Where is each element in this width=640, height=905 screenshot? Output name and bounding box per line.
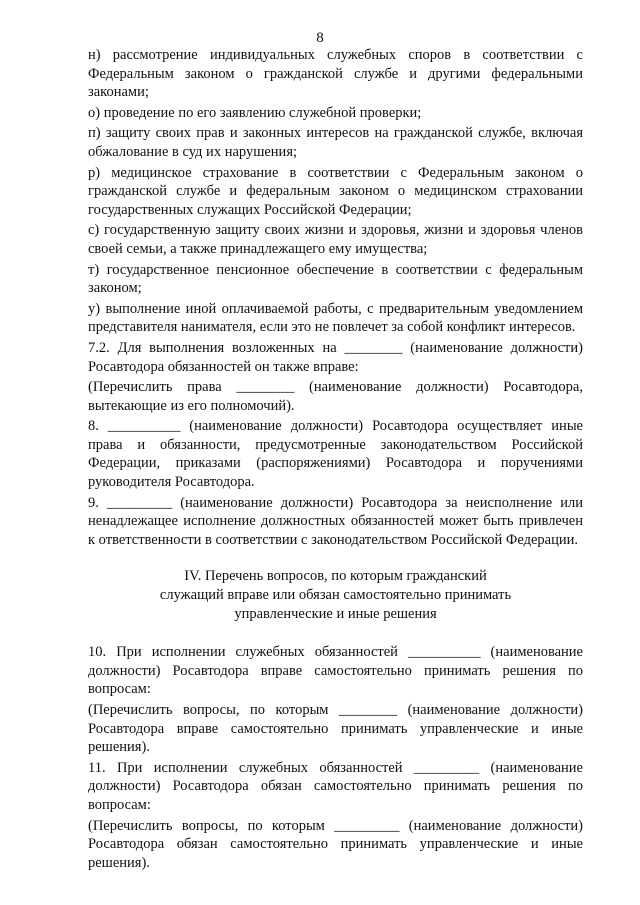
section-heading-iv — [88, 567, 583, 623]
heading-line-3: управленческие и иные решения — [234, 605, 437, 622]
paragraph-11: 11. При исполнении служебных обязанностей _________ (наименование должности) Росавтодора обязан самостоятельно принимать решения по вопросам: — [88, 759, 583, 813]
paragraph-list-questions-may: (Перечислить вопросы, по которым ________ (наименование должности) Росавтодора вправе самостоятельно принимать управленческие и иные решения). — [88, 702, 583, 756]
paragraph-8: 8. __________ (наименование должности) Росавтодора осуществляет иные права и обязанности, предусмотренные законодательством Российской Федерации, приказами (распоряжениями) Росавтодора и поручениями руководителя Росавтодора. — [88, 418, 583, 491]
paragraph-o: о) проведение по его заявлению служебной проверки; — [88, 104, 422, 121]
paragraph-9: 9. _________ (наименование должности) Росавтодора за неисполнение или ненадлежащее исполнение должностных обязанностей может быть привлечен к ответственности в соответствии с законодательством Российской Федерации. — [88, 494, 583, 548]
paragraph-t: т) государственное пенсионное обеспечение в соответствии с федеральным законом; — [88, 261, 583, 297]
paragraph-10: 10. При исполнении служебных обязанностей __________ (наименование должности) Росавтодора вправе самостоятельно принимать решения по вопросам: — [88, 644, 583, 698]
paragraph-7-2: 7.2. Для выполнения возложенных на ________ (наименование должности) Росавтодора обязанностей он также вправе: — [88, 339, 583, 375]
heading-line-2: служащий вправе или обязан самостоятельно принимать — [159, 587, 512, 604]
paragraph-p: п) защиту своих прав и законных интересов на гражданской службе, включая обжалование в суд их нарушения; — [88, 125, 583, 160]
paragraph-list-questions-must: (Перечислить вопросы, по которым _________ (наименование должности) Росавтодора обязан самостоятельно принимать управленческие и иные решения). — [88, 817, 583, 871]
document-body — [88, 46, 583, 874]
heading-line-1: IV. Перечень вопросов, по которым гражданский — [184, 568, 487, 585]
page-number: 8 — [316, 30, 324, 46]
paragraph-s: с) государственную защиту своих жизни и здоровья, жизни и здоровья членов своей семьи, а также принадлежащего ему имущества; — [88, 222, 583, 257]
paragraph-n: н) рассмотрение индивидуальных служебных споров в соответствии с Федеральным законом о гражданской службе и другими федеральными законами; — [88, 47, 583, 101]
paragraph-r: р) медицинское страхование в соответствии с Федеральным законом о гражданской службе и федеральным законом о медицинском страховании государственных служащих Российской Федерации; — [88, 164, 583, 218]
paragraph-list-rights: (Перечислить права ________ (наименование должности) Росавтодора, вытекающие из его полномочий). — [88, 379, 583, 414]
paragraph-u: у) выполнение иной оплачиваемой работы, с предварительным уведомлением представителя нанимателя, если это не повлечет за собой конфликт интересов. — [88, 300, 583, 336]
